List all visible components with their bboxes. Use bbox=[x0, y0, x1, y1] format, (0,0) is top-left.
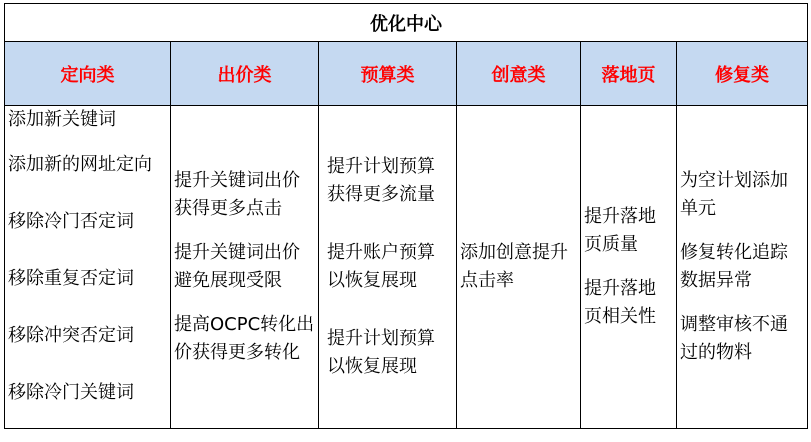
budget-list bbox=[319, 153, 456, 381]
landing-page-item: 提升落地页质量 bbox=[584, 206, 656, 255]
landing-page-cell bbox=[581, 106, 677, 429]
budget-item: 提升账户预算以恢复展现 bbox=[327, 242, 435, 291]
repair-item: 为空计划添加单元 bbox=[680, 170, 788, 219]
budget-cell bbox=[319, 106, 457, 429]
header-landing-page: 落地页 bbox=[581, 42, 677, 106]
header-targeting: 定向类 bbox=[5, 42, 171, 106]
creative-item: 添加创意提升点击率 bbox=[460, 242, 568, 291]
targeting-item: 移除重复否定词 bbox=[8, 268, 134, 289]
budget-item: 提升计划预算获得更多流量 bbox=[327, 156, 435, 205]
targeting-cell bbox=[5, 106, 171, 429]
header-budget: 预算类 bbox=[319, 42, 457, 106]
landing-page-item: 提升落地页相关性 bbox=[584, 278, 656, 327]
header-row bbox=[5, 42, 808, 106]
header-bidding: 出价类 bbox=[171, 42, 319, 106]
targeting-item: 添加新的网址定向 bbox=[8, 154, 152, 175]
bidding-item: 提升关键词出价获得更多点击 bbox=[174, 170, 300, 219]
optimization-table bbox=[4, 3, 808, 429]
landing-page-list bbox=[581, 203, 676, 331]
targeting-list bbox=[5, 106, 170, 421]
creative-cell bbox=[457, 106, 581, 429]
title-row bbox=[5, 4, 808, 42]
bidding-cell bbox=[171, 106, 319, 429]
bidding-item: 提高OCPC转化出价获得更多转化 bbox=[174, 314, 315, 363]
repair-item: 修复转化追踪数据异常 bbox=[680, 242, 788, 291]
table-title: 优化中心 bbox=[5, 4, 808, 42]
creative-list bbox=[457, 239, 580, 295]
header-repair: 修复类 bbox=[677, 42, 808, 106]
targeting-item: 添加新关键词 bbox=[8, 109, 116, 130]
body-row bbox=[5, 106, 808, 429]
targeting-item: 移除冷门否定词 bbox=[8, 211, 134, 232]
repair-list bbox=[677, 167, 807, 367]
targeting-item: 移除冷门关键词 bbox=[8, 382, 134, 403]
optimization-center-sheet bbox=[0, 3, 811, 442]
bidding-list bbox=[171, 167, 318, 367]
targeting-item: 移除冲突否定词 bbox=[8, 325, 134, 346]
bidding-item: 提升关键词出价避免展现受限 bbox=[174, 242, 300, 291]
header-creative: 创意类 bbox=[457, 42, 581, 106]
budget-item: 提升计划预算以恢复展现 bbox=[327, 328, 435, 377]
repair-cell bbox=[677, 106, 808, 429]
repair-item: 调整审核不通过的物料 bbox=[680, 314, 788, 363]
